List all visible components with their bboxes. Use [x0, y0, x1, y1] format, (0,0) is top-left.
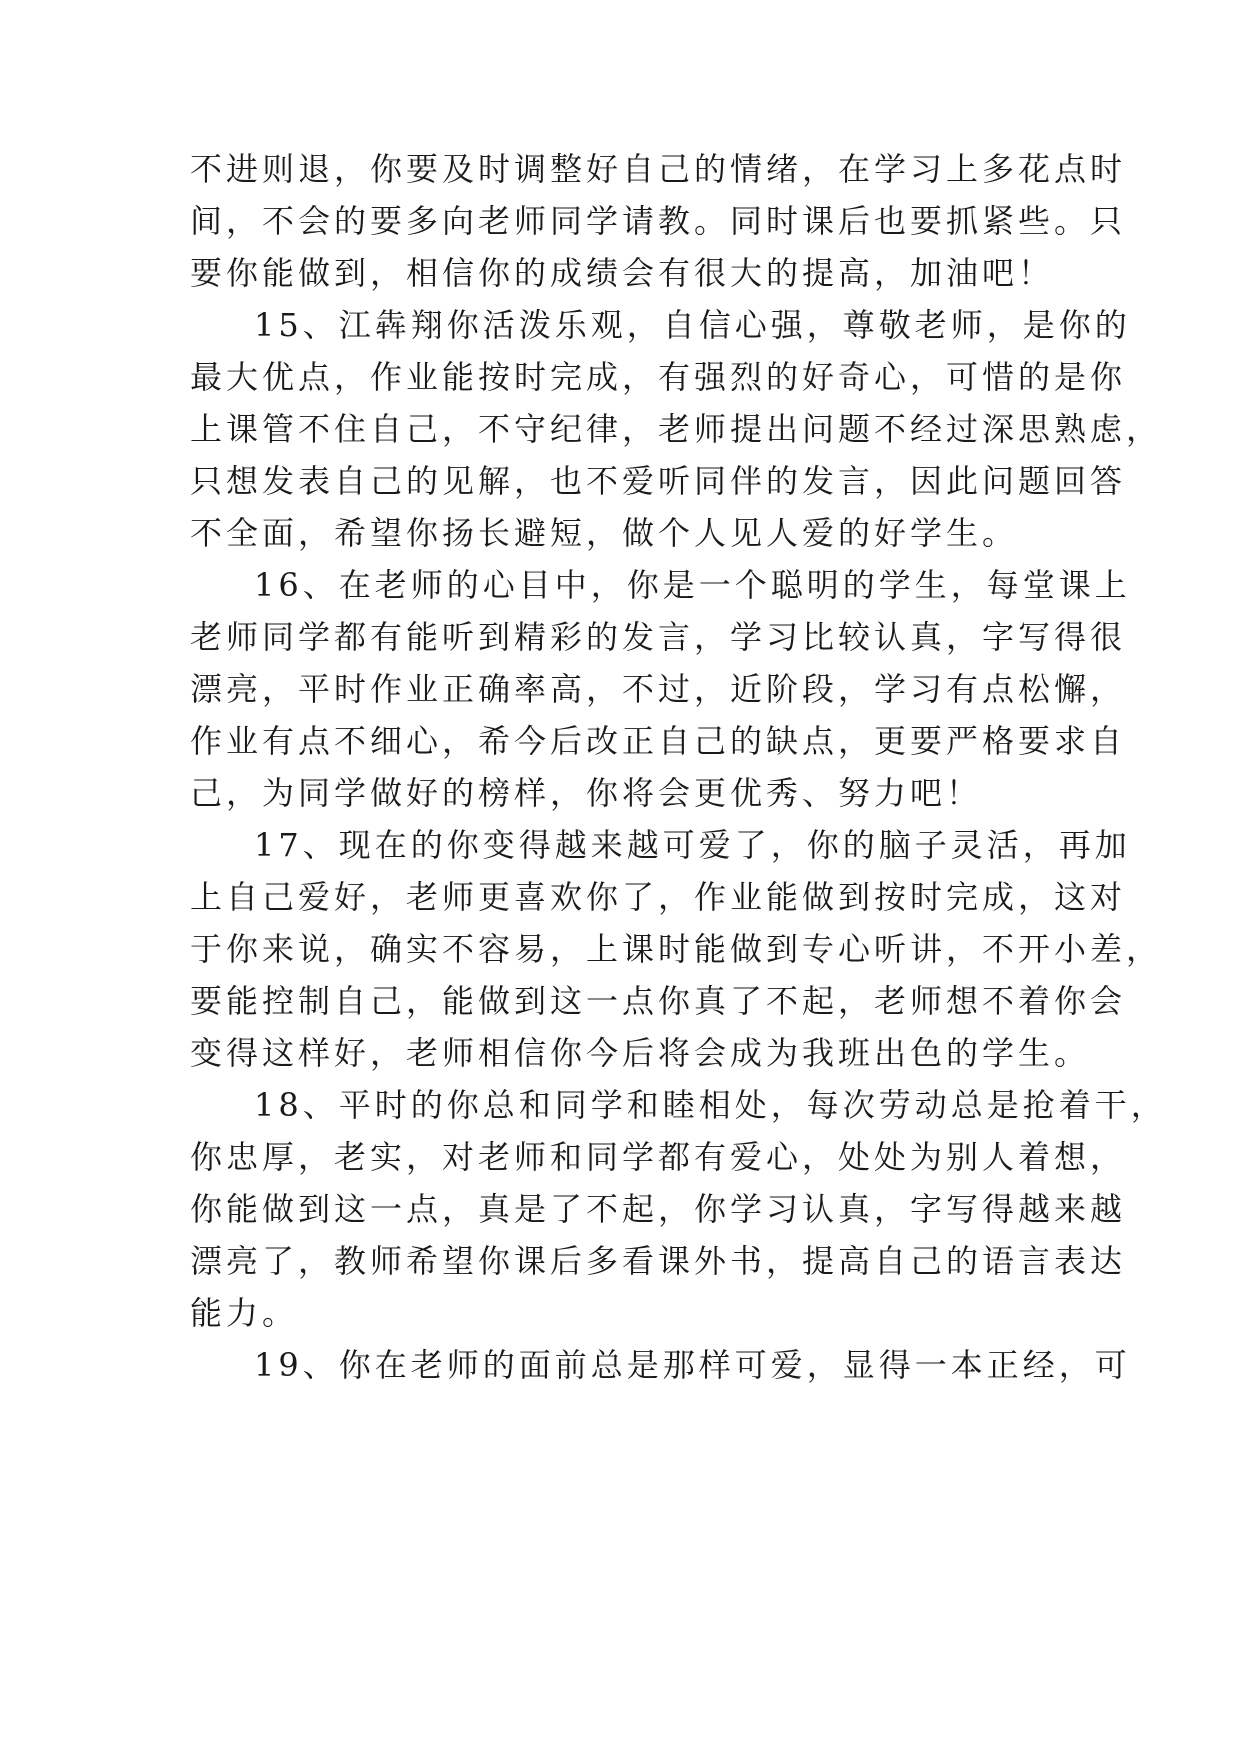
- text-line: 漂亮了，教师希望你课后多看课外书，提高自己的语言表达: [190, 1242, 1127, 1280]
- text-line: 作业有点不细心，希今后改正自己的缺点，更要严格要求自: [190, 722, 1127, 760]
- paragraph-17-start: 17、现在的你变得越来越可爱了，你的脑子灵活，再加: [254, 826, 1131, 864]
- paragraph-15-start: 15、江犇翔你活泼乐观，自信心强，尊敬老师，是你的: [254, 306, 1131, 344]
- text-line: 最大优点，作业能按时完成，有强烈的好奇心，可惜的是你: [190, 358, 1127, 396]
- text-line: 只想发表自己的见解，也不爱听同伴的发言，因此问题回答: [190, 462, 1127, 500]
- text-line: 于你来说，确实不容易，上课时能做到专心听讲，不开小差，: [190, 930, 1163, 968]
- text-line: 不全面，希望你扬长避短，做个人见人爱的好学生。: [190, 514, 1019, 552]
- text-line: 你能做到这一点，真是了不起，你学习认真，字写得越来越: [190, 1190, 1127, 1228]
- text-line: 能力。: [190, 1294, 299, 1332]
- text-line: 老师同学都有能听到精彩的发言，学习比较认真，字写得很: [190, 618, 1127, 656]
- paragraph-18-start: 18、平时的你总和同学和睦相处，每次劳动总是抢着干，: [254, 1086, 1167, 1124]
- text-line: 间，不会的要多向老师同学请教。同时课后也要抓紧些。只: [190, 202, 1127, 240]
- text-line: 上自己爱好，老师更喜欢你了，作业能做到按时完成，这对: [190, 878, 1127, 916]
- text-line: 不进则退，你要及时调整好自己的情绪，在学习上多花点时: [190, 150, 1127, 188]
- text-line: 要能控制自己，能做到这一点你真了不起，老师想不着你会: [190, 982, 1127, 1020]
- text-line: 己，为同学做好的榜样，你将会更优秀、努力吧！: [190, 774, 983, 812]
- text-line: 上课管不住自己，不守纪律，老师提出问题不经过深思熟虑，: [190, 410, 1163, 448]
- paragraph-19-start: 19、你在老师的面前总是那样可爱，显得一本正经，可: [254, 1346, 1131, 1384]
- text-line: 要你能做到，相信你的成绩会有很大的提高，加油吧！: [190, 254, 1055, 292]
- paragraph-16-start: 16、在老师的心目中，你是一个聪明的学生，每堂课上: [254, 566, 1131, 604]
- text-line: 你忠厚，老实，对老师和同学都有爱心，处处为别人着想，: [190, 1138, 1127, 1176]
- text-line: 变得这样好，老师相信你今后将会成为我班出色的学生。: [190, 1034, 1091, 1072]
- text-line: 漂亮，平时作业正确率高，不过，近阶段，学习有点松懈，: [190, 670, 1127, 708]
